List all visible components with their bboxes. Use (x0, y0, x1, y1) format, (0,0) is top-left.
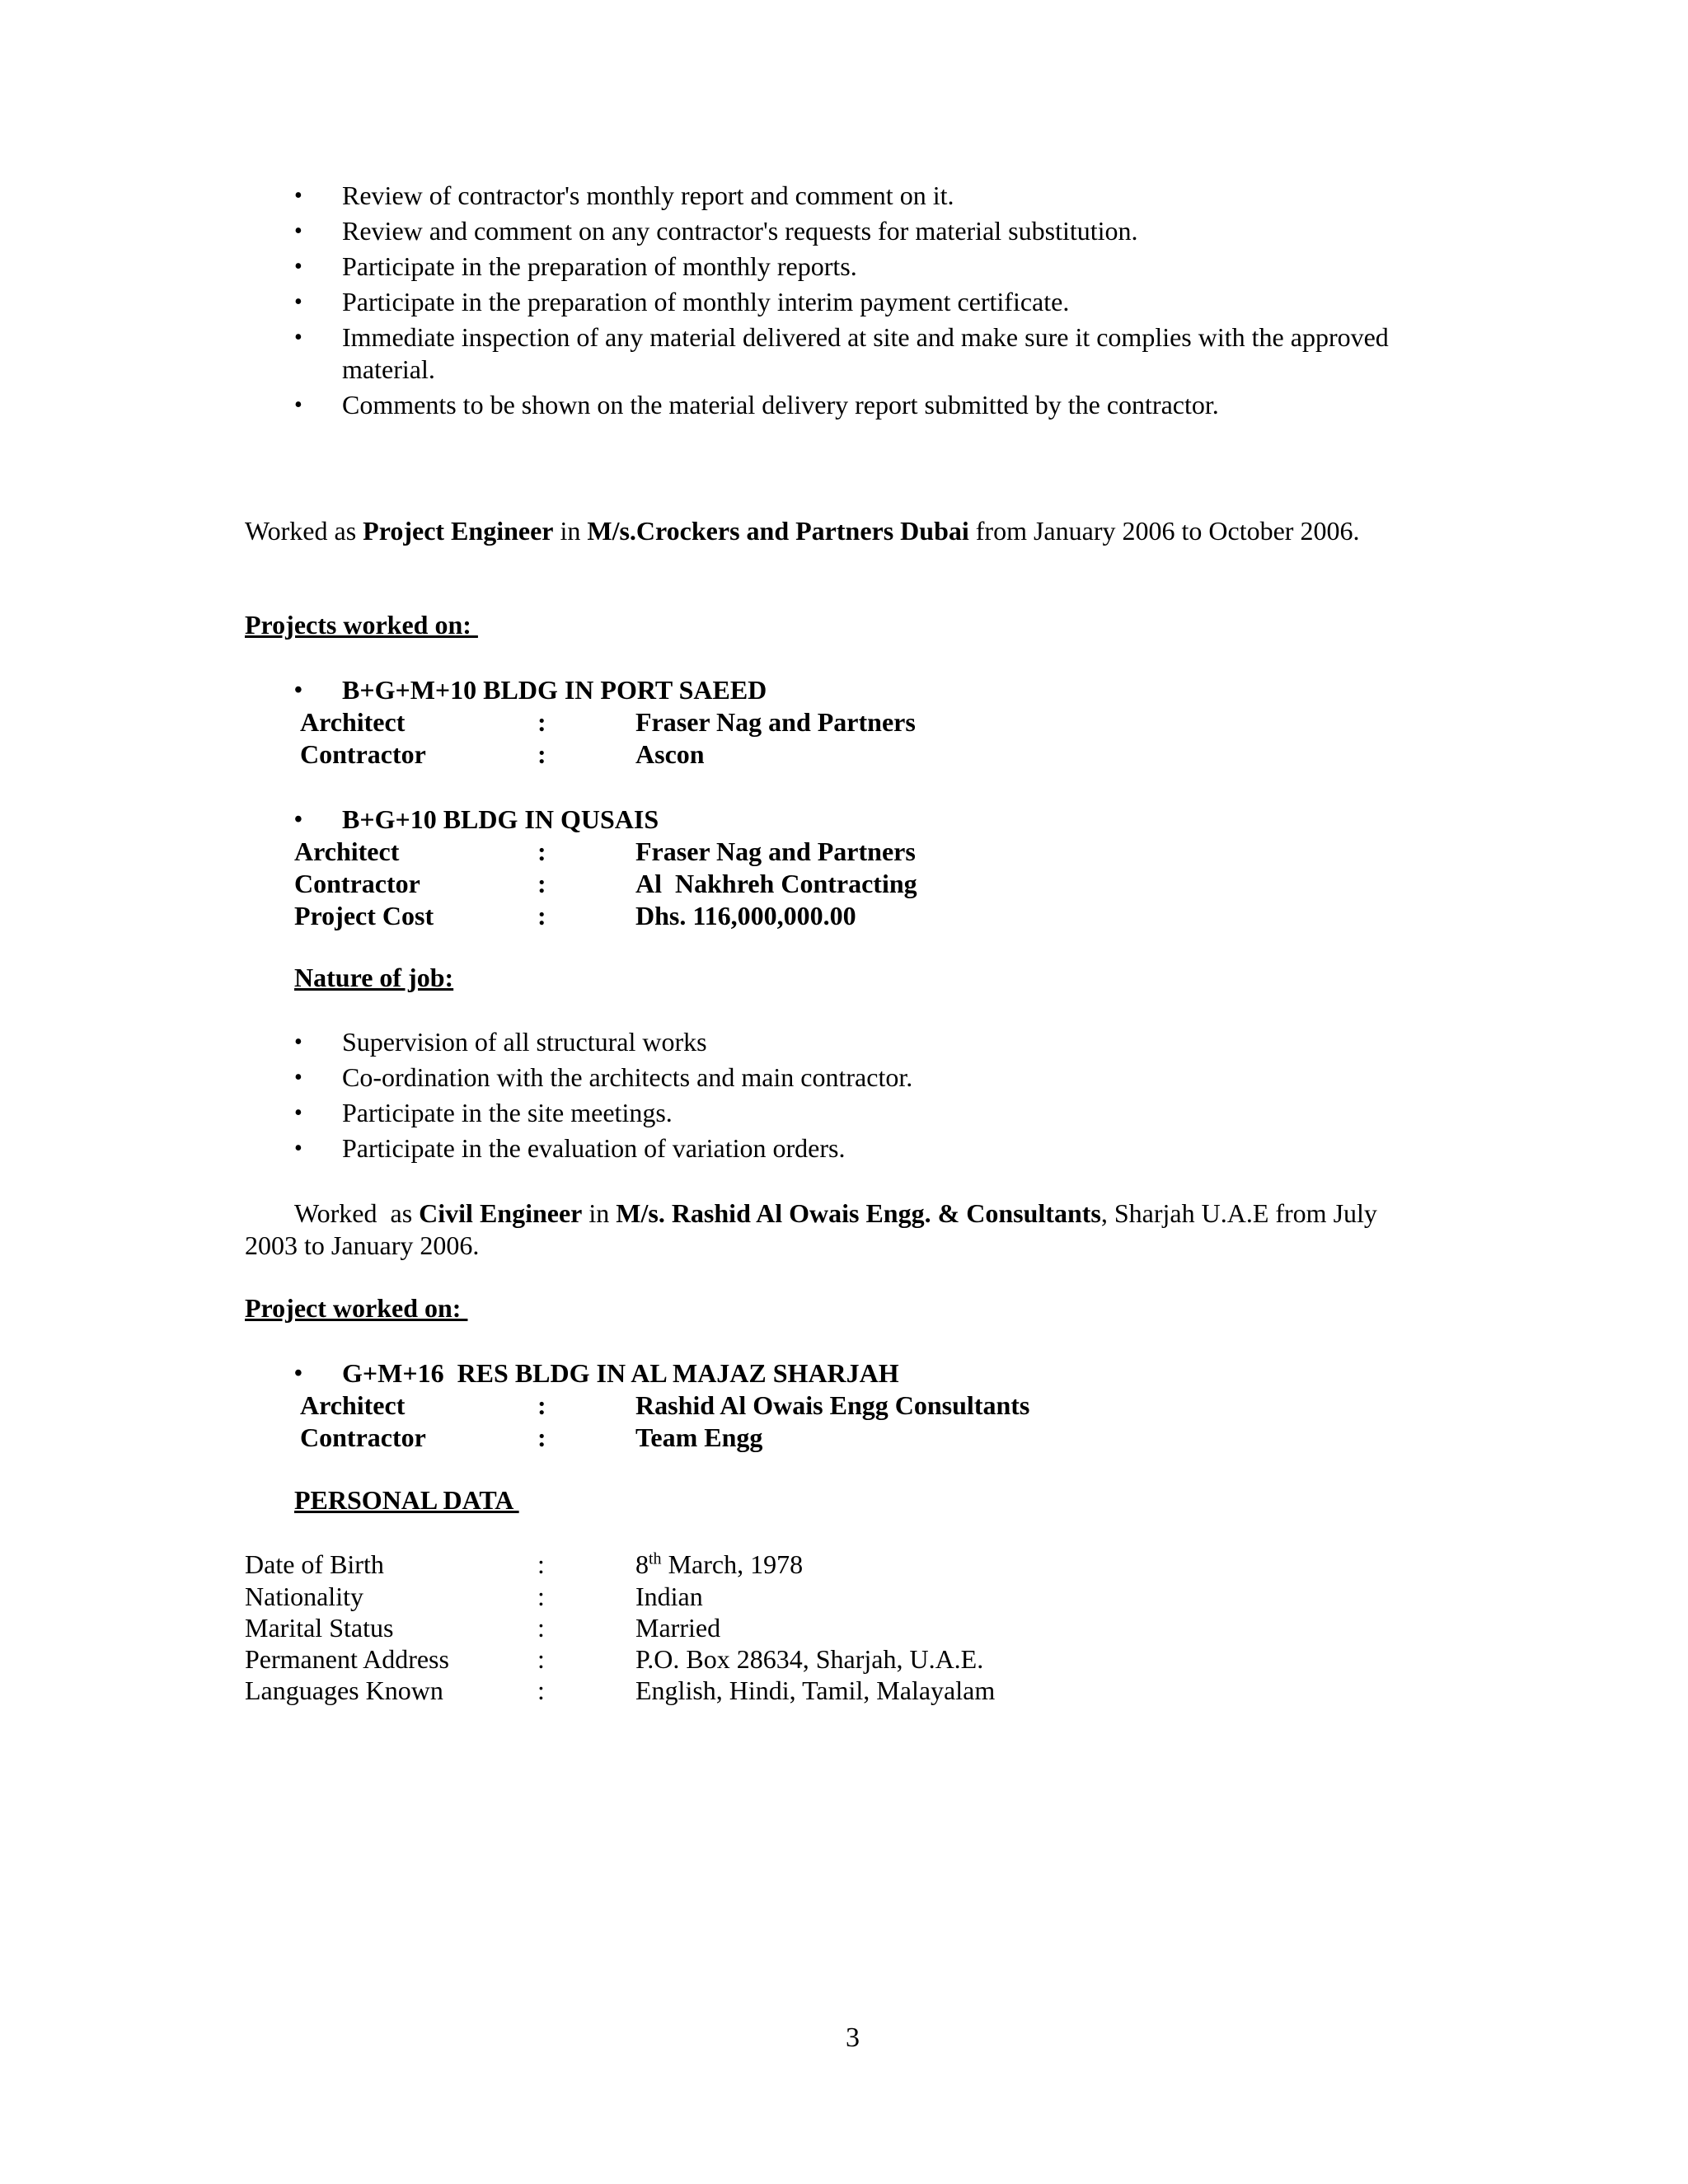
list-item-continuation: material. (342, 354, 435, 384)
list-item: Supervision of all structural works (342, 1027, 707, 1057)
project-field-value: Dhs. 116,000,000.00 (635, 901, 856, 930)
project-field-value: Rashid Al Owais Engg Consultants (635, 1390, 1030, 1420)
project-heading: Project worked on: (245, 1293, 468, 1323)
project-field-colon: : (537, 1390, 546, 1420)
personal-field-value: Married (635, 1613, 721, 1643)
project-field-value: Ascon (635, 739, 705, 769)
projects-heading: Projects worked on: (245, 610, 478, 640)
project-field-value: Team Engg (635, 1422, 763, 1452)
list-item: Review and comment on any contractor's requests for material substitution. (342, 216, 1138, 246)
list-item: Participate in the preparation of monthly interim payment certificate. (342, 287, 1070, 316)
dob-ordinal: th (649, 1549, 662, 1568)
bullet-icon: • (294, 183, 302, 209)
project-field-label: Architect (300, 1390, 406, 1420)
bullet-icon: • (294, 807, 302, 832)
employment-dates: 2003 to January 2006. (245, 1230, 480, 1260)
project-title: B+G+M+10 BLDG IN PORT SAEED (342, 675, 767, 705)
bullet-icon: • (294, 325, 302, 350)
project-field-label: Contractor (294, 869, 420, 898)
project-field-colon: : (537, 1422, 546, 1452)
bullet-icon: • (294, 1361, 302, 1386)
project-field-label: Project Cost (294, 901, 434, 930)
employment-company: M/s.Crockers and Partners Dubai (587, 516, 969, 546)
employment-dates: from January 2006 to October 2006. (968, 516, 1360, 546)
employment-crockers (245, 515, 1359, 547)
nature-heading: Nature of job: (294, 963, 454, 992)
list-item: Review of contractor's monthly report and comment on it. (342, 180, 954, 210)
project-field-value: Fraser Nag and Partners (635, 707, 916, 737)
personal-field-colon: : (537, 1549, 545, 1579)
employment-text: in (582, 1198, 617, 1228)
personal-field-colon: : (537, 1582, 545, 1611)
bullet-icon: • (294, 1029, 302, 1055)
employment-text: in (553, 516, 588, 546)
list-item: Participate in the preparation of monthly reports. (342, 251, 857, 281)
bullet-icon: • (294, 254, 302, 279)
project-field-label: Architect (294, 837, 400, 866)
personal-field-value: P.O. Box 28634, Sharjah, U.A.E. (635, 1644, 984, 1674)
bullet-icon: • (294, 677, 302, 703)
list-item: Comments to be shown on the material delivery report submitted by the contractor. (342, 390, 1219, 419)
employment-location: , Sharjah U.A.E from July (1100, 1198, 1377, 1228)
employment-company: M/s. Rashid Al Owais Engg. & Consultants (616, 1198, 1101, 1228)
project-field-label: Contractor (300, 1422, 426, 1452)
project-field-colon: : (537, 901, 546, 930)
personal-field-label: Languages Known (245, 1675, 443, 1705)
personal-field-colon: : (537, 1613, 545, 1643)
personal-field-value: Indian (635, 1582, 703, 1611)
personal-field-colon: : (537, 1675, 545, 1705)
project-field-value: Fraser Nag and Partners (635, 837, 916, 866)
employment-role: Civil Engineer (419, 1198, 583, 1228)
bullet-icon: • (294, 1065, 302, 1090)
employment-role: Project Engineer (363, 516, 554, 546)
bullet-icon: • (294, 1136, 302, 1161)
project-field-colon: : (537, 739, 546, 769)
list-item: Immediate inspection of any material delivered at site and make sure it complies with the approved (342, 322, 1389, 352)
list-item: Participate in the evaluation of variation orders. (342, 1133, 846, 1163)
bullet-icon: • (294, 392, 302, 418)
project-field-value: Al Nakhreh Contracting (635, 869, 917, 898)
project-field-colon: : (537, 837, 546, 866)
personal-field-value: English, Hindi, Tamil, Malayalam (635, 1675, 996, 1705)
employment-rashid (294, 1197, 1377, 1230)
project-field-label: Architect (300, 707, 406, 737)
personal-field-label: Date of Birth (245, 1549, 384, 1579)
project-field-colon: : (537, 707, 546, 737)
project-field-label: Contractor (300, 739, 426, 769)
bullet-icon: • (294, 218, 302, 244)
personal-field-label: Marital Status (245, 1613, 394, 1643)
dob-day: 8 (635, 1549, 649, 1579)
project-field-colon: : (537, 869, 546, 898)
project-title: G+M+16 RES BLDG IN AL MAJAZ SHARJAH (342, 1358, 899, 1388)
bullet-icon: • (294, 289, 302, 315)
personal-field-colon: : (537, 1644, 545, 1674)
dob-month-year: March, 1978 (661, 1549, 804, 1579)
personal-data-heading: PERSONAL DATA (294, 1485, 519, 1515)
list-item: Participate in the site meetings. (342, 1098, 673, 1127)
personal-field-label: Permanent Address (245, 1644, 449, 1674)
employment-text: Worked as (245, 516, 363, 546)
personal-field-value (635, 1549, 803, 1581)
personal-field-label: Nationality (245, 1582, 363, 1611)
page-number: 3 (846, 2022, 860, 2053)
project-title: B+G+10 BLDG IN QUSAIS (342, 804, 659, 834)
bullet-icon: • (294, 1100, 302, 1126)
list-item: Co-ordination with the architects and main contractor. (342, 1062, 913, 1092)
employment-text: Worked as (294, 1198, 420, 1228)
